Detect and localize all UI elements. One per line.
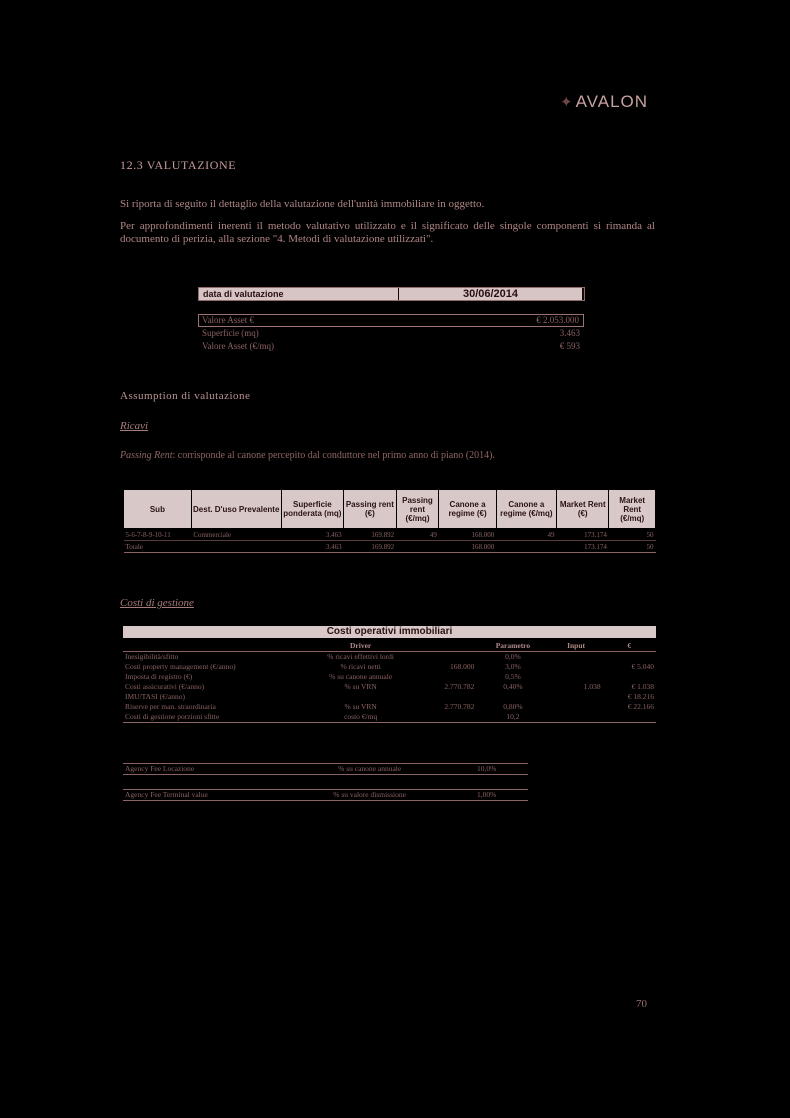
summary-value: € 593 [559,341,580,351]
table-cell [549,712,602,723]
table-cell: € 5.040 [631,662,654,671]
col-header: Driver [303,640,418,652]
summary-label: Superficie (mq) [202,328,259,338]
table-cell [603,712,656,723]
valuation-date-header [198,287,585,301]
table-cell [549,702,602,712]
intro-paragraph: Si riporta di seguito il dettaglio della valutazione dell'unità immobiliare in oggetto. [120,198,485,210]
table-cell: € 1.038 [631,682,654,691]
table-cell [549,692,602,702]
table-cell: Commerciale [191,529,281,541]
table-cell: Riserve per man. straordinaria [125,702,216,711]
logo-text: AVALON [575,92,649,111]
col-header: Superficie ponderata (mq) [281,490,343,529]
page-number: 70 [636,998,647,1010]
fee-value: 1,00% [445,790,528,801]
table-cell: 173.174 [557,529,609,541]
table-row [123,652,656,663]
table-cell: 0,0% [505,652,521,661]
table-cell: 3,0% [505,662,521,671]
fee-driver: % su valore dismissione [294,790,445,801]
col-header: Input [549,640,602,652]
table-cell: 168.000 [439,529,496,541]
section-heading: 12.3 VALUTAZIONE [120,158,237,172]
costi-title: Costi di gestione [120,597,194,609]
table-cell [418,712,476,723]
table-cell [418,692,476,702]
table-cell [496,541,556,553]
table-cell [549,662,602,672]
table-cell: % su VRN [344,702,377,711]
col-header: € [603,640,656,652]
fee-label: Agency Fee Terminal value [123,790,294,801]
col-header: Passing rent (€) [344,490,397,529]
table-cell: % su VRN [344,682,377,691]
table-row [123,712,656,723]
valuation-summary [198,314,584,353]
passing-rent-text: : corrisponde al canone percepito dal conduttore nel primo anno di piano (2014). [172,450,495,461]
table-row [123,662,656,672]
table-cell [603,652,656,663]
table-cell [476,692,549,702]
table-cell: % ricavi netti [340,662,381,671]
table-cell [418,652,476,663]
col-header: Market Rent (€) [557,490,609,529]
table-cell: costo €/mq [303,712,418,723]
table-cell: 50 [609,541,656,553]
table-cell: 50 [609,529,656,541]
col-header: Canone a regime (€) [439,490,496,529]
table-cell: € 22.166 [627,702,654,711]
reference-paragraph: Per approfondimenti inerenti il metodo valutativo utilizzato e il significato delle singole componenti si rimanda al documento di perizia, alla sezione "4. Metodi di valutazione utilizzati". [120,220,655,245]
table-cell [396,541,439,553]
col-header: Market Rent (€/mq) [609,490,656,529]
table-cell: Imposta di registro (€) [125,672,193,681]
table-cell: IMU/TASI (€/anno) [125,692,186,701]
table-cell: 169.892 [344,529,397,541]
table-cell: € 18.216 [627,692,654,701]
table-cell [303,692,418,702]
table-cell [549,672,602,682]
col-header: Passing rent (€/mq) [396,490,439,529]
table-cell [603,672,656,682]
table-row [124,529,656,541]
fee-driver: % su canone annuale [294,764,445,775]
table-cell: Costi di gestione porzioni sfitte [123,712,303,723]
summary-row [198,340,584,353]
table-cell: 49 [396,529,439,541]
table-cell: 49 [496,529,556,541]
fee-label: Agency Fee Locazione [123,764,294,775]
table-cell: 0,5% [505,672,521,681]
table-cell: 10,2 [476,712,549,723]
rent-table-header [124,490,656,529]
col-header [418,640,476,652]
table-cell: 173.174 [557,541,609,553]
valuation-date-value: 30/06/2014 [399,288,582,300]
fee-value: 10,0% [445,764,528,775]
assumption-title: Assumption di valutazione [120,390,251,402]
passing-rent-term: Passing Rent [120,450,173,461]
table-cell: 5-6-7-8-9-10-11 [124,529,192,541]
table-row [123,672,656,682]
table-cell: 1.038 [583,682,601,691]
agency-fee-terminal [123,789,528,801]
table-cell [191,541,281,553]
agency-fee-locazione [123,763,528,775]
table-cell: 168.000 [439,541,496,553]
table-cell: % su canone annuale [329,672,393,681]
col-header: Sub [124,490,192,529]
summary-label: Valore Asset € [202,315,254,325]
table-row [123,764,528,775]
col-header [123,640,303,652]
table-cell: 2.770.782 [444,682,475,691]
table-cell: 3.463 [281,529,343,541]
table-cell: Totale [124,541,192,553]
col-header: Canone a regime (€/mq) [496,490,556,529]
table-cell [418,672,476,682]
table-cell: Costi assicurativi (€/anno) [125,682,205,691]
summary-row [198,327,584,340]
table-row [123,790,528,801]
table-row [123,702,656,712]
table-cell: 0,40% [503,682,523,691]
col-header: Parametro [476,640,549,652]
table-cell: Costi property management (€/anno) [125,662,236,671]
col-header: Dest. D'uso Prevalente [191,490,281,529]
table-row-total [124,541,656,553]
table-cell: 168.000 [450,662,475,671]
table-cell: 0,80% [503,702,523,711]
table-cell: % ricavi effettivi lordi [327,652,394,661]
table-cell: 2.770.782 [444,702,475,711]
summary-label: Valore Asset (€/mq) [202,341,274,351]
table-cell: 3.463 [281,541,343,553]
cost-table [123,640,656,723]
rent-table [123,489,656,553]
table-row [123,682,656,692]
summary-row [198,314,584,327]
ricavi-title: Ricavi [120,420,149,432]
cost-table-title: Costi operativi immobiliari [123,626,656,638]
cost-table-header [123,640,656,652]
summary-value: 3.463 [559,328,580,338]
table-cell: Inesigibilità/sfitto [125,652,179,661]
passing-rent-note [120,450,495,461]
avalon-logo [560,92,648,112]
table-cell [549,652,602,663]
table-cell: 169.892 [344,541,397,553]
summary-value: € 2.053.000 [536,315,579,325]
logo-mark-icon: ✦ [560,94,574,111]
valuation-date-label: data di valutazione [199,288,398,300]
table-row [123,692,656,702]
